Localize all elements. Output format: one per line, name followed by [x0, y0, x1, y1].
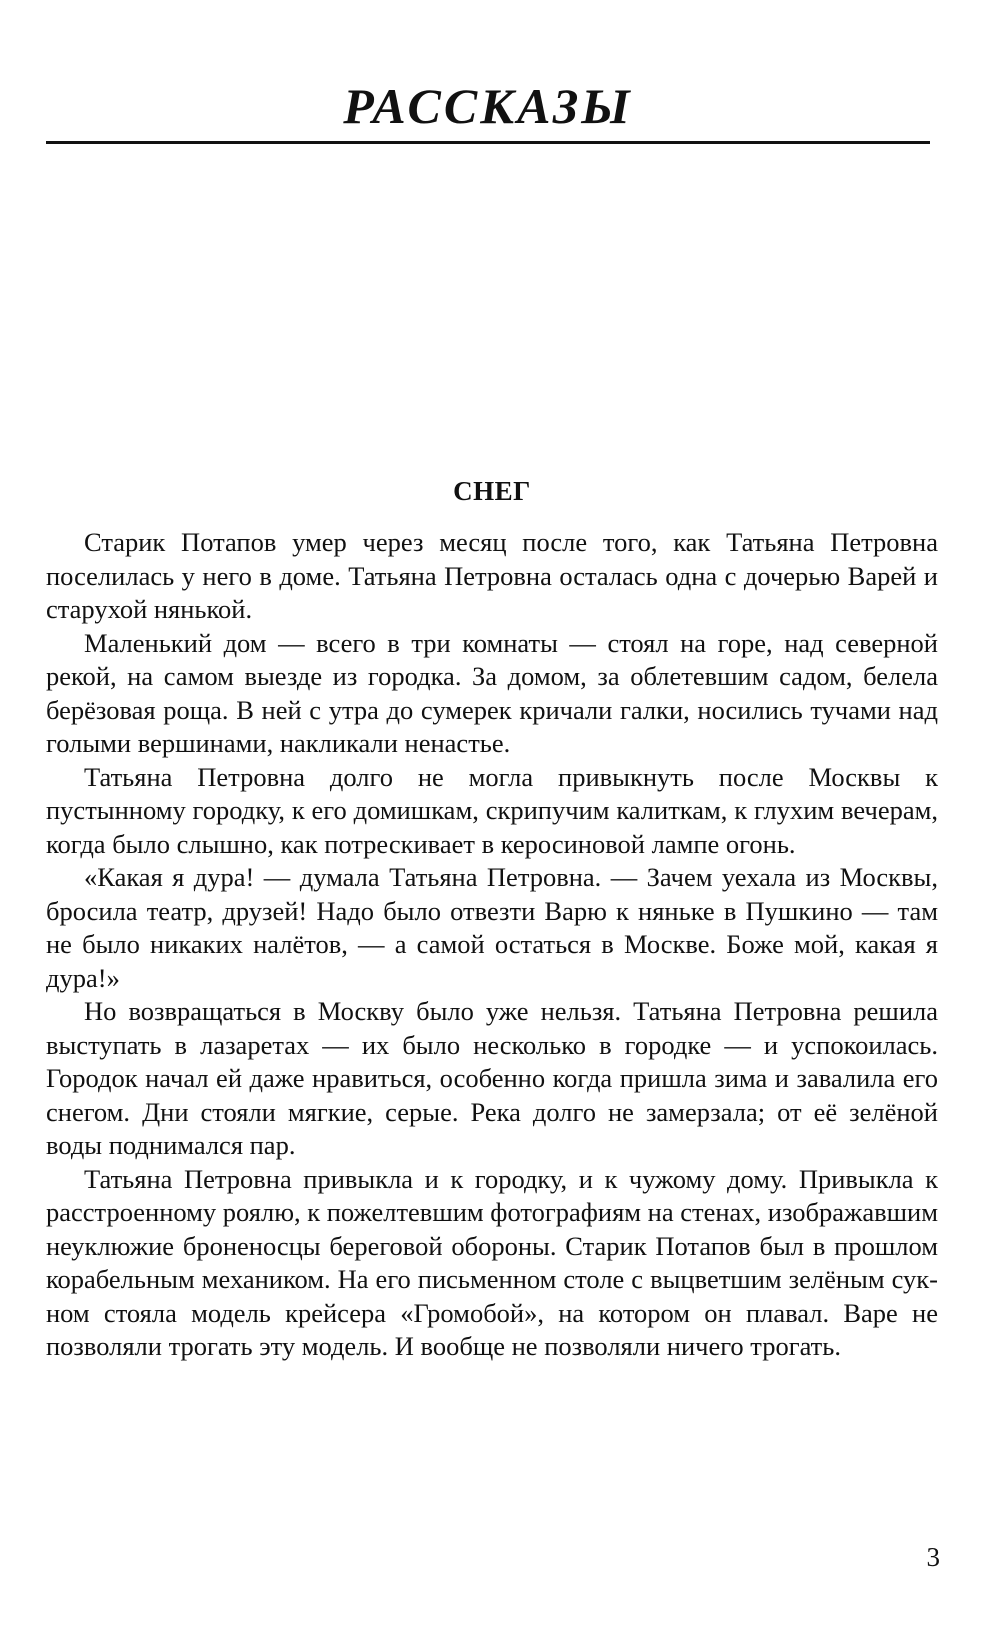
section-header [46, 74, 930, 138]
section-divider [46, 141, 930, 144]
paragraph: Маленький дом — всего в три комнаты — стоял на горе, над северной рекой, на самом выезде из городка. За домом, за облетевшим садом, белела берёзовая роща. В ней с утра до сумерек кричали галки, носились тучами над голыми вершинами, накликали ненастье. [46, 627, 938, 758]
story-body [46, 526, 938, 1364]
paragraph: «Какая я дура! — думала Татьяна Петровна. — Зачем уехала из Москвы, бросила театр, друзей! Надо было отвезти Варю к няньке в Пушкино — там не было никаких налётов, — а самой остаться в Москве. Боже мой, какая я дура!» [46, 862, 938, 993]
section-title: РАССКАЗЫ [343, 78, 633, 134]
paragraph: Старик Потапов умер через месяц после того, как Татьяна Петровна поселилась у него в доме. Татьяна Петровна осталась одна с дочерью Варей и старухой нянькой. [46, 527, 938, 624]
paragraph: Но возвращаться в Москву было уже нельзя. Татьяна Петровна решила выступать в лазаретах — их было несколько в городке — и успокоилась. Городок начал ей даже нравиться, особенно когда пришла зима и завалила его снегом. Дни стояли мягкие, серые. Река долго не замерзала; от её зелёной воды поднимался пар. [46, 996, 938, 1160]
page-number: 3 [926, 1542, 940, 1572]
paragraph: Татьяна Петровна привыкла и к городку, и к чужому дому. Привыкла к расстроенному роялю, к пожелтевшим фотографиям на стенах, изображавшим неуклюжие броненосцы береговой обороны. Старик Потапов был в прошлом корабельным механиком. На его письменном столе с выцветшим зелёным сукном стояла модель крейсера «Громобой», на котором он плавал. Варе не позволяли трогать эту модель. И вообще не позволяли ничего трогать. [46, 1163, 938, 1361]
paragraph: Татьяна Петровна долго не могла привыкнуть после Москвы к пустынному городку, к его домишкам, скрипучим калиткам, к глухим вечерам, когда было слышно, как потрескивает в керосиновой лампе огонь. [46, 761, 938, 859]
story-title: СНЕГ [453, 476, 531, 506]
